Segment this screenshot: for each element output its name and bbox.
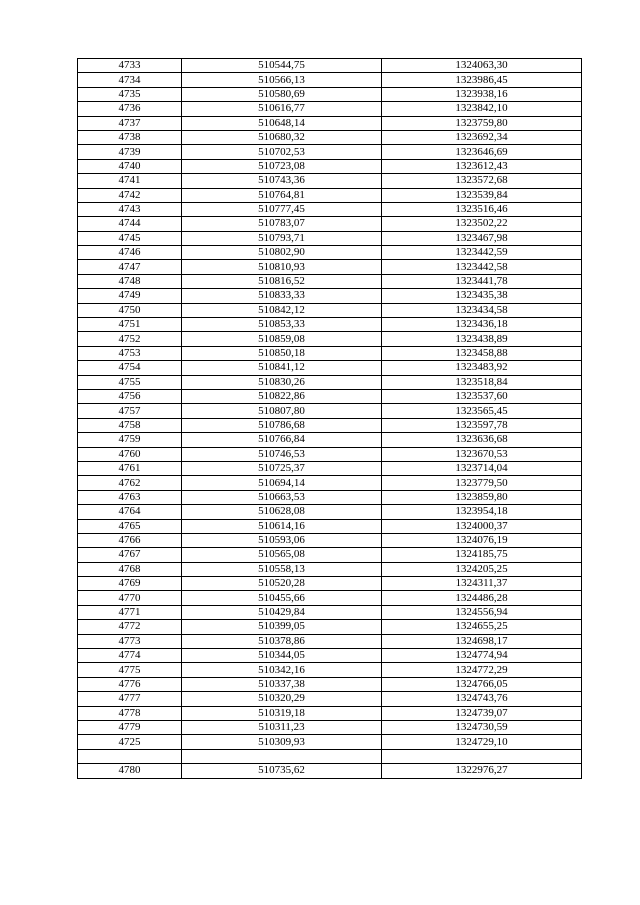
table-row (78, 764, 582, 778)
point-number-cell: 4752 (78, 332, 182, 346)
y-coordinate-cell: 1324185,75 (382, 548, 582, 562)
point-number-cell: 4741 (78, 174, 182, 188)
point-number-cell: 4773 (78, 634, 182, 648)
table-row (78, 87, 582, 101)
y-coordinate-cell: 1324743,76 (382, 692, 582, 706)
point-number-cell: 4763 (78, 490, 182, 504)
y-coordinate-cell: 1323441,78 (382, 274, 582, 288)
x-coordinate-cell: 510793,71 (182, 231, 382, 245)
point-number-cell (78, 749, 182, 763)
table-row (78, 447, 582, 461)
y-coordinate-cell: 1323714,04 (382, 461, 582, 475)
y-coordinate-cell: 1324063,30 (382, 59, 582, 73)
x-coordinate-cell: 510309,93 (182, 735, 382, 749)
x-coordinate-cell: 510807,80 (182, 404, 382, 418)
x-coordinate-cell: 510766,84 (182, 433, 382, 447)
x-coordinate-cell: 510786,68 (182, 418, 382, 432)
y-coordinate-cell: 1324766,05 (382, 677, 582, 691)
point-number-cell: 4745 (78, 231, 182, 245)
point-number-cell: 4757 (78, 404, 182, 418)
y-coordinate-cell: 1323954,18 (382, 505, 582, 519)
table-row (78, 375, 582, 389)
y-coordinate-cell: 1323597,78 (382, 418, 582, 432)
table-row (78, 188, 582, 202)
table-row (78, 548, 582, 562)
coordinates-table-body (78, 59, 582, 779)
table-row (78, 231, 582, 245)
x-coordinate-cell: 510320,29 (182, 692, 382, 706)
x-coordinate-cell: 510841,12 (182, 361, 382, 375)
point-number-cell: 4766 (78, 533, 182, 547)
point-number-cell: 4736 (78, 102, 182, 116)
x-coordinate-cell: 510850,18 (182, 346, 382, 360)
point-number-cell: 4725 (78, 735, 182, 749)
point-number-cell: 4742 (78, 188, 182, 202)
table-row (78, 605, 582, 619)
table-row (78, 634, 582, 648)
table-row (78, 591, 582, 605)
y-coordinate-cell: 1323986,45 (382, 73, 582, 87)
point-number-cell: 4749 (78, 289, 182, 303)
point-number-cell: 4780 (78, 764, 182, 778)
table-row (78, 505, 582, 519)
table-row (78, 735, 582, 749)
y-coordinate-cell: 1324739,07 (382, 706, 582, 720)
point-number-cell: 4740 (78, 159, 182, 173)
y-coordinate-cell: 1323779,50 (382, 476, 582, 490)
y-coordinate-cell: 1324486,28 (382, 591, 582, 605)
point-number-cell: 4733 (78, 59, 182, 73)
point-number-cell: 4775 (78, 663, 182, 677)
point-number-cell: 4768 (78, 562, 182, 576)
x-coordinate-cell: 510628,08 (182, 505, 382, 519)
x-coordinate-cell: 510694,14 (182, 476, 382, 490)
x-coordinate-cell: 510822,86 (182, 389, 382, 403)
point-number-cell: 4750 (78, 303, 182, 317)
y-coordinate-cell: 1323537,60 (382, 389, 582, 403)
table-row (78, 159, 582, 173)
y-coordinate-cell: 1323438,89 (382, 332, 582, 346)
point-number-cell: 4772 (78, 620, 182, 634)
x-coordinate-cell: 510319,18 (182, 706, 382, 720)
y-coordinate-cell: 1323938,16 (382, 87, 582, 101)
y-coordinate-cell: 1324772,29 (382, 663, 582, 677)
point-number-cell: 4771 (78, 605, 182, 619)
point-number-cell: 4747 (78, 260, 182, 274)
x-coordinate-cell: 510746,53 (182, 447, 382, 461)
table-row (78, 202, 582, 216)
y-coordinate-cell: 1322976,27 (382, 764, 582, 778)
table-row (78, 620, 582, 634)
point-number-cell: 4777 (78, 692, 182, 706)
y-coordinate-cell: 1323458,88 (382, 346, 582, 360)
point-number-cell: 4751 (78, 318, 182, 332)
y-coordinate-cell: 1324076,19 (382, 533, 582, 547)
x-coordinate-cell: 510558,13 (182, 562, 382, 576)
y-coordinate-cell: 1323692,34 (382, 130, 582, 144)
x-coordinate-cell: 510723,08 (182, 159, 382, 173)
y-coordinate-cell: 1323539,84 (382, 188, 582, 202)
table-row (78, 519, 582, 533)
point-number-cell: 4746 (78, 246, 182, 260)
x-coordinate-cell: 510833,33 (182, 289, 382, 303)
table-row (78, 461, 582, 475)
x-coordinate-cell: 510544,75 (182, 59, 382, 73)
point-number-cell: 4770 (78, 591, 182, 605)
table-row (78, 692, 582, 706)
y-coordinate-cell: 1323646,69 (382, 145, 582, 159)
y-coordinate-cell: 1323636,68 (382, 433, 582, 447)
y-coordinate-cell: 1323612,43 (382, 159, 582, 173)
table-row (78, 260, 582, 274)
table-row (78, 404, 582, 418)
table-row (78, 145, 582, 159)
y-coordinate-cell: 1324000,37 (382, 519, 582, 533)
table-row (78, 59, 582, 73)
y-coordinate-cell: 1323442,59 (382, 246, 582, 260)
x-coordinate-cell: 510311,23 (182, 720, 382, 734)
table-row (78, 663, 582, 677)
y-coordinate-cell: 1323435,38 (382, 289, 582, 303)
x-coordinate-cell: 510764,81 (182, 188, 382, 202)
table-row (78, 318, 582, 332)
x-coordinate-cell: 510680,32 (182, 130, 382, 144)
x-coordinate-cell: 510429,84 (182, 605, 382, 619)
point-number-cell: 4762 (78, 476, 182, 490)
x-coordinate-cell: 510702,53 (182, 145, 382, 159)
table-row (78, 720, 582, 734)
point-number-cell: 4739 (78, 145, 182, 159)
point-number-cell: 4761 (78, 461, 182, 475)
y-coordinate-cell: 1323859,80 (382, 490, 582, 504)
point-number-cell: 4764 (78, 505, 182, 519)
point-number-cell: 4734 (78, 73, 182, 87)
point-number-cell: 4774 (78, 649, 182, 663)
table-row (78, 433, 582, 447)
point-number-cell: 4758 (78, 418, 182, 432)
table-row (78, 562, 582, 576)
x-coordinate-cell: 510344,05 (182, 649, 382, 663)
point-number-cell: 4737 (78, 116, 182, 130)
table-row (78, 533, 582, 547)
y-coordinate-cell: 1323565,45 (382, 404, 582, 418)
y-coordinate-cell: 1323442,58 (382, 260, 582, 274)
table-row (78, 332, 582, 346)
x-coordinate-cell: 510378,86 (182, 634, 382, 648)
y-coordinate-cell: 1323516,46 (382, 202, 582, 216)
x-coordinate-cell: 510337,38 (182, 677, 382, 691)
table-row (78, 274, 582, 288)
table-row (78, 174, 582, 188)
y-coordinate-cell: 1323670,53 (382, 447, 582, 461)
y-coordinate-cell: 1324655,25 (382, 620, 582, 634)
x-coordinate-cell: 510783,07 (182, 217, 382, 231)
y-coordinate-cell: 1323483,92 (382, 361, 582, 375)
x-coordinate-cell (182, 749, 382, 763)
x-coordinate-cell: 510802,90 (182, 246, 382, 260)
point-number-cell: 4767 (78, 548, 182, 562)
point-number-cell: 4743 (78, 202, 182, 216)
x-coordinate-cell: 510342,16 (182, 663, 382, 677)
point-number-cell: 4778 (78, 706, 182, 720)
y-coordinate-cell: 1323434,58 (382, 303, 582, 317)
x-coordinate-cell: 510614,16 (182, 519, 382, 533)
table-row (78, 677, 582, 691)
y-coordinate-cell: 1324205,25 (382, 562, 582, 576)
y-coordinate-cell: 1323842,10 (382, 102, 582, 116)
point-number-cell: 4765 (78, 519, 182, 533)
table-row (78, 217, 582, 231)
table-row (78, 303, 582, 317)
point-number-cell: 4769 (78, 577, 182, 591)
point-number-cell: 4753 (78, 346, 182, 360)
point-number-cell: 4760 (78, 447, 182, 461)
x-coordinate-cell: 510566,13 (182, 73, 382, 87)
y-coordinate-cell: 1323518,84 (382, 375, 582, 389)
point-number-cell: 4755 (78, 375, 182, 389)
y-coordinate-cell: 1324730,59 (382, 720, 582, 734)
point-number-cell: 4779 (78, 720, 182, 734)
x-coordinate-cell: 510725,37 (182, 461, 382, 475)
x-coordinate-cell: 510735,62 (182, 764, 382, 778)
table-row (78, 73, 582, 87)
y-coordinate-cell: 1324556,94 (382, 605, 582, 619)
y-coordinate-cell: 1323502,22 (382, 217, 582, 231)
x-coordinate-cell: 510648,14 (182, 116, 382, 130)
x-coordinate-cell: 510616,77 (182, 102, 382, 116)
coordinates-table (77, 58, 582, 779)
table-row (78, 490, 582, 504)
table-row (78, 346, 582, 360)
x-coordinate-cell: 510830,26 (182, 375, 382, 389)
x-coordinate-cell: 510743,36 (182, 174, 382, 188)
y-coordinate-cell: 1323467,98 (382, 231, 582, 245)
point-number-cell: 4754 (78, 361, 182, 375)
point-number-cell: 4776 (78, 677, 182, 691)
x-coordinate-cell: 510853,33 (182, 318, 382, 332)
x-coordinate-cell: 510593,06 (182, 533, 382, 547)
y-coordinate-cell: 1324774,94 (382, 649, 582, 663)
x-coordinate-cell: 510810,93 (182, 260, 382, 274)
y-coordinate-cell: 1323759,80 (382, 116, 582, 130)
point-number-cell: 4744 (78, 217, 182, 231)
x-coordinate-cell: 510816,52 (182, 274, 382, 288)
x-coordinate-cell: 510663,53 (182, 490, 382, 504)
table-row (78, 389, 582, 403)
x-coordinate-cell: 510520,28 (182, 577, 382, 591)
table-row (78, 246, 582, 260)
y-coordinate-cell: 1323572,68 (382, 174, 582, 188)
table-row (78, 418, 582, 432)
table-row (78, 102, 582, 116)
y-coordinate-cell: 1323436,18 (382, 318, 582, 332)
point-number-cell: 4759 (78, 433, 182, 447)
y-coordinate-cell: 1324311,37 (382, 577, 582, 591)
x-coordinate-cell: 510565,08 (182, 548, 382, 562)
table-row (78, 361, 582, 375)
x-coordinate-cell: 510455,66 (182, 591, 382, 605)
x-coordinate-cell: 510777,45 (182, 202, 382, 216)
table-row (78, 130, 582, 144)
table-row (78, 116, 582, 130)
x-coordinate-cell: 510842,12 (182, 303, 382, 317)
table-row (78, 476, 582, 490)
table-row (78, 749, 582, 763)
x-coordinate-cell: 510399,05 (182, 620, 382, 634)
x-coordinate-cell: 510859,08 (182, 332, 382, 346)
y-coordinate-cell: 1324729,10 (382, 735, 582, 749)
y-coordinate-cell (382, 749, 582, 763)
point-number-cell: 4748 (78, 274, 182, 288)
table-row (78, 577, 582, 591)
point-number-cell: 4735 (78, 87, 182, 101)
y-coordinate-cell: 1324698,17 (382, 634, 582, 648)
point-number-cell: 4756 (78, 389, 182, 403)
table-row (78, 706, 582, 720)
table-row (78, 649, 582, 663)
table-row (78, 289, 582, 303)
x-coordinate-cell: 510580,69 (182, 87, 382, 101)
point-number-cell: 4738 (78, 130, 182, 144)
